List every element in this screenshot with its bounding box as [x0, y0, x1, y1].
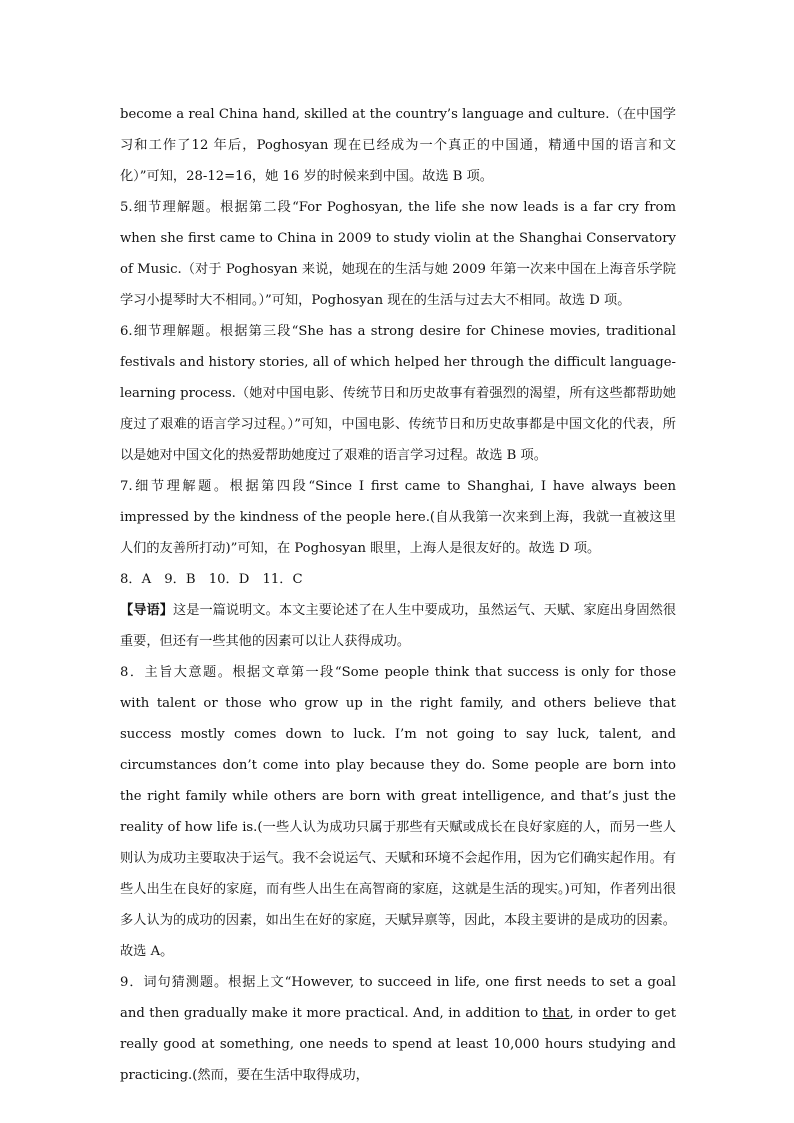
- paragraph-text-after: , in order to get really good at something, one needs to spend at least 10,000 hours studying and practicing.(然而，要在生活中取得成功，: [120, 1006, 676, 1083]
- paragraph-text: 6.细节理解题。根据第三段“She has a strong desire for Chinese movies, traditional festivals and history stories, all of which helped her through the difficult language-learning process.（她对中国电影、传统节日和历史故事有着强烈的渴望，所有这些都帮助她度过了艰难的语言学习过程。）”可知，中国电影、传统节日和历史故事都是中国文化的代表，所以是她对中国文化的热爱帮助她度过了艰难的语言学习过程。故选 B 项。: [120, 324, 676, 463]
- paragraph-q5-explanation: [120, 192, 676, 316]
- paragraph-text: become a real China hand, skilled at the country’s language and culture.（在中国学习和工作了12 年后，Poghosyan 现在已经成为一个真正的中国通，精通中国的语言和文化）”可知，28-12=16，她 16 岁的时候来到中国。故选 B 项。: [120, 107, 676, 184]
- answer-explanation-text: [120, 99, 676, 1091]
- paragraph-q6-explanation: [120, 316, 676, 471]
- paragraph-q8-explanation: [120, 657, 676, 967]
- paragraph-text-before: 9．词句猜测题。根据上文“However, to succeed in life, one first needs to set a goal and then gradually make it more practical. And, in addition to: [120, 975, 676, 1021]
- underlined-word: that: [542, 1006, 570, 1021]
- paragraph-q4-continued: [120, 99, 676, 192]
- paragraph-guide: [120, 595, 676, 657]
- paragraph-q9-explanation: [120, 967, 676, 1091]
- paragraph-text: 5.细节理解题。根据第二段“For Poghosyan, the life she now leads is a far cry from when she first came to China in 2009 to study violin at the Shanghai Conservatory of Music.（对于 Poghosyan 来说，她现在的生活与她 2009 年第一次来中国在上海音乐学院学习小提琴时大不相同。）”可知，Poghosyan 现在的生活与过去大不相同。故选 D 项。: [120, 200, 676, 308]
- paragraph-text: 7.细节理解题。根据第四段“Since I first came to Shanghai, I have always been impressed by the kindness of the people here.(自从我第一次来到上海，我就一直被这里人们的友善所打动)”可知，在 Poghosyan 眼里，上海人是很友好的。故选 D 项。: [120, 479, 676, 556]
- answer-key-line: [120, 564, 676, 595]
- answer-key-text: 8．A 9．B 10．D 11．C: [120, 572, 303, 587]
- paragraph-text: 8．主旨大意题。根据文章第一段“Some people think that success is only for those with talent or those who grow up in the right family, and others believe that success mostly comes down to luck. I’m not going to say luck, talent, and circumstances don’t come into play because they do. Some people are born into the right family while others are born with great intelligence, and that’s just the reality of how life is.(一些人认为成功只属于那些有天赋或成长在良好家庭的人，而另一些人则认为成功主要取决于运气。我不会说运气、天赋和环境不会起作用，因为它们确实起作用。有些人出生在良好的家庭，而有些人出生在高智商的家庭，这就是生活的现实。)可知，作者列出很多人认为的成功的因素，如出生在好的家庭，天赋异禀等，因此，本段主要讲的是成功的因素。故选 A。: [120, 665, 676, 959]
- paragraph-text: 这是一篇说明文。本文主要论述了在人生中要成功，虽然运气、天赋、家庭出身固然很重要，但还有一些其他的因素可以让人获得成功。: [120, 603, 677, 649]
- guide-heading: 【导语】: [120, 603, 173, 618]
- paragraph-q7-explanation: [120, 471, 676, 564]
